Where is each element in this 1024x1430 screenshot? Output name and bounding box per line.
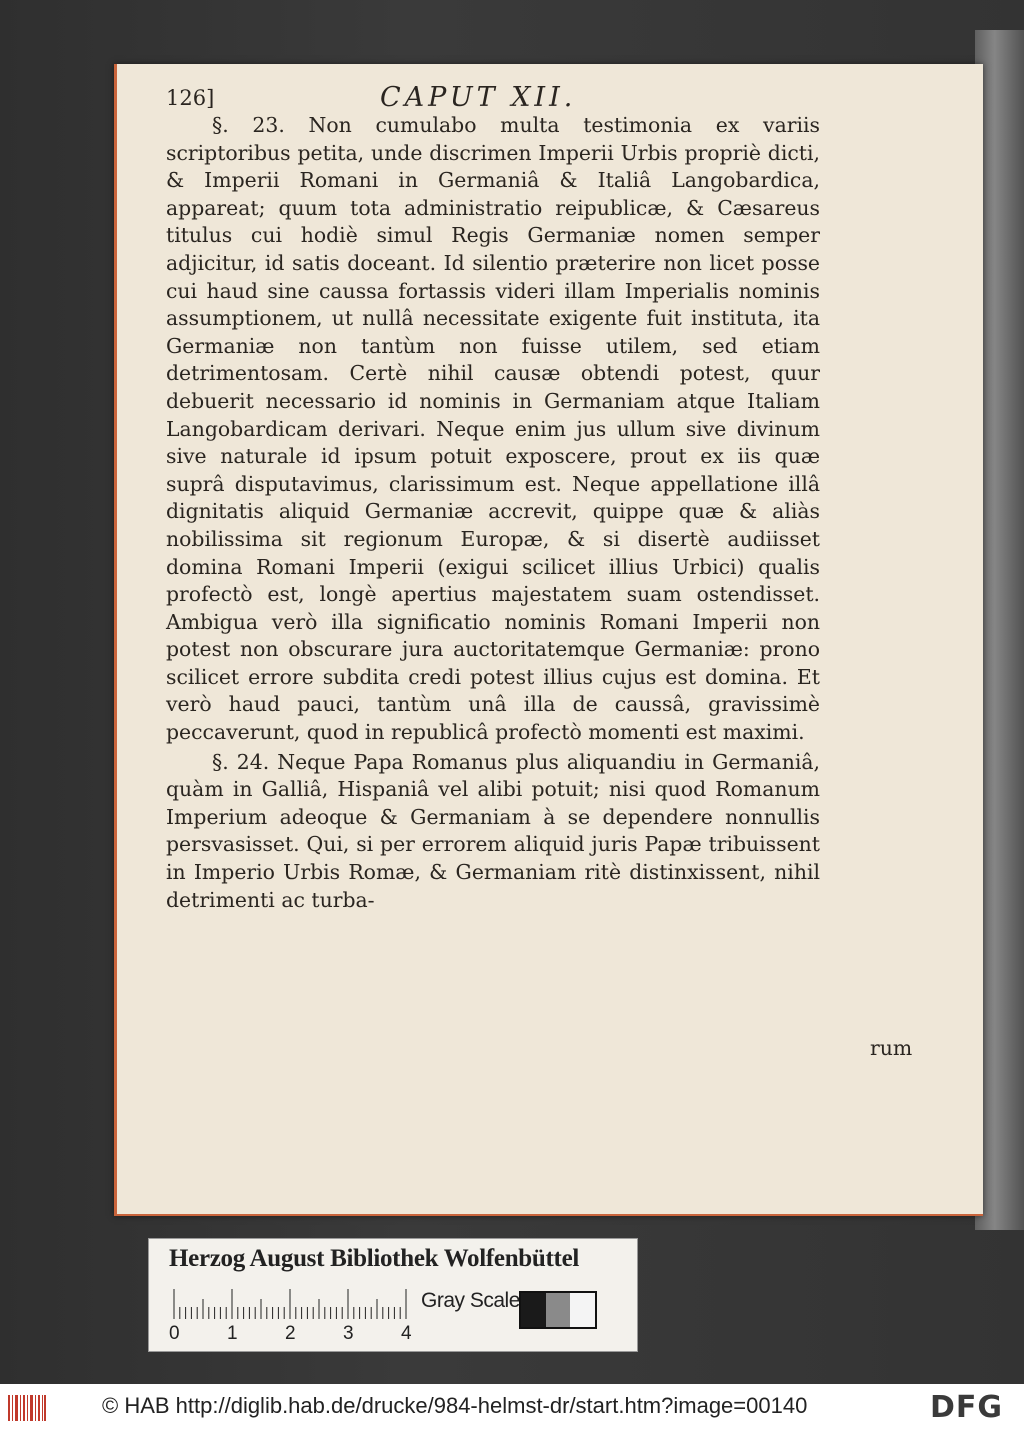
grayscale-swatches	[519, 1291, 597, 1329]
dfg-logo: DFG	[930, 1390, 1004, 1425]
page-text	[166, 112, 820, 914]
library-name: Herzog August Bibliothek Wolfenbüttel	[169, 1245, 580, 1272]
page-header	[166, 82, 726, 116]
ruler-scale	[173, 1289, 409, 1319]
source-url[interactable]: © HAB http://diglib.hab.de/drucke/984-helmst-dr/start.htm?image=00140	[102, 1393, 808, 1418]
ruler-label: 4	[401, 1323, 412, 1344]
ruler-label: 1	[227, 1323, 238, 1344]
grayscale-swatch-mid	[546, 1293, 571, 1327]
grayscale-label: Gray Scale	[421, 1289, 520, 1312]
grayscale-swatch-light	[570, 1293, 595, 1327]
ruler-label: 0	[169, 1323, 180, 1344]
ruler-label: 2	[285, 1323, 296, 1344]
paragraph-23: §. 23. Non cumulabo multa testimonia ex variis scriptoribus petita, unde discrimen Imperii Urbis propriè dicti, & Imperii Romani in Germaniâ & Italiâ Langobardica, appareat; quum tota administratio reipublicæ, & Cæsareus titulus cui hodiè simul Regis Germaniæ nomen semper adjicitur, id satis doceant. Id silentio præterire non licet posse cui haud sine caussa fortassis videri illam Imperialis nominis assumptionem, ut nullâ necessitate exigente fuit instituta, ita Germaniæ non tantùm non fuisse utilem, sed etiam detrimentosam. Certè nihil causæ obtendi potest, quur debuerit necessario id nominis in Germaniam atque Italiam Langobardicam derivari. Neque enim jus ullum sive divinum sive naturale id ipsum potuit exposcere, prout ex iis quæ suprâ disputavimus, clarissimum est. Neque appellatione illâ dignitatis aliquid Germaniæ accrevit, quippe quæ & aliàs nobilissima sit regionum Europæ, & si disertè audiisset domina Romani Imperii (exigui scilicet illius Urbici) qualis profectò est, longè apertius majestatem suam ostendisset. Ambigua verò illa significatio nominis Romani Imperii non potest non obscurare jura auctoritatemque Germaniæ: prono scilicet errore subdita credi potest illius cujus est domina. Et verò haud pauci, tantùm unâ illa de caussâ, gravissimè peccaverunt, quod in republicâ profectò momenti est maximi.	[166, 113, 820, 745]
ruler-label: 3	[343, 1323, 354, 1344]
grayscale-swatch-dark	[521, 1293, 546, 1327]
page-number: 126]	[166, 86, 215, 110]
catchword: rum	[870, 1036, 913, 1060]
barcode-icon	[8, 1395, 46, 1421]
ruler-labels	[169, 1323, 429, 1345]
paragraph-24: §. 24. Neque Papa Romanus plus aliquandiu in Germaniâ, quàm in Galliâ, Hispaniâ vel alibi potuit; nisi quod Romanum Imperium adeoque & Germaniam à se dependere nonnullis persvasisset. Qui, si per errorem aliquid juris Papæ tribuissent in Imperio Urbis Romæ, & Germaniam ritè distinxissent, nihil detrimenti ac turba-	[166, 749, 820, 912]
color-reference-card	[148, 1238, 638, 1352]
chapter-title: CAPUT XII.	[380, 82, 577, 113]
footer-bar	[0, 1384, 1024, 1430]
